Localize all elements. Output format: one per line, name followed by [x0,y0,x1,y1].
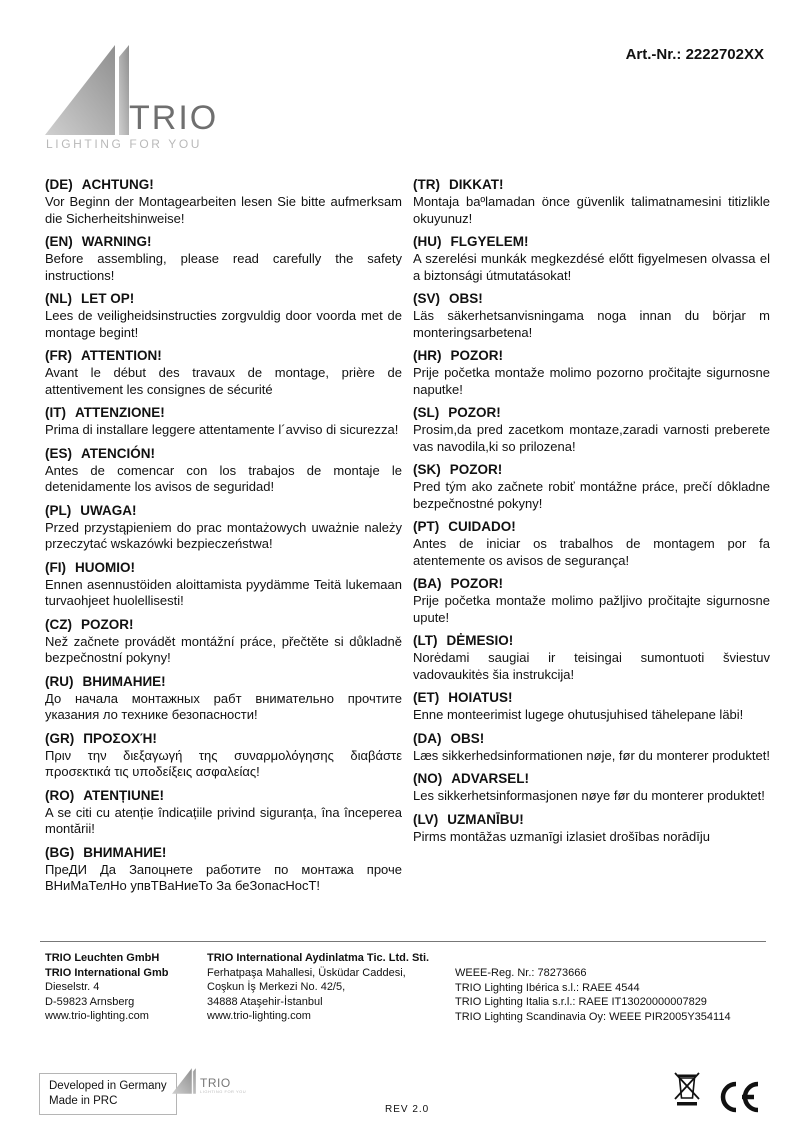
warning-text: Prije početka montaže molimo pažljivo pročitajte sigurnosne upute! [413,593,770,625]
warnings-section [45,176,770,901]
warning-block [45,290,402,341]
warning-language-code: (BG) [45,844,75,860]
warning-headline: HOIATUS! [448,690,513,705]
warning-language-code: (GR) [45,730,75,746]
warning-text: Läs säkerhetsanvisningama noga innan du börjar m monteringsarbetena! [413,308,770,340]
warning-text: Vor Beginn der Montagearbeiten lesen Sie bitte aufmerksam die Sicherheitshinweise! [45,194,402,226]
mini-trio-triangle-icon [172,1068,198,1094]
warning-title [45,502,402,519]
warning-language-code: (HR) [413,348,442,363]
warning-text: Avant le début des travaux de montage, prière de attentivement les consignes de sécurité [45,365,402,397]
warning-headline: FLGYELEM! [450,234,529,249]
warning-language-code: (HU) [413,234,442,249]
trio-triangle-icon [45,45,137,135]
warning-headline: DIKKAT! [449,177,504,192]
warning-block [413,347,770,398]
warning-title [45,347,402,364]
warning-block [45,730,402,781]
warning-title [45,787,402,804]
ce-mark-icon [714,1081,760,1113]
warning-text: Pirms montāžas uzmanīgi izlasiet drošības norādīju [413,828,710,844]
warning-block [413,461,770,512]
warning-text: Before assembling, please read carefully the safety instructions! [45,251,402,283]
warning-block [45,844,402,895]
warning-headline: ATENCIÓN! [81,445,155,461]
warning-language-code: (NO) [413,771,443,786]
warning-headline: ВНИМАНИЕ! [83,844,167,860]
footer-line: Coşkun İş Merkezi No. 42/5, [207,981,346,993]
warning-text: Norėdami saugiai ir teisingai sumontuoti šviestuv vadovaukitės šia instrukcija! [413,650,770,682]
warning-text: Læs sikkerhedsinformationen nøje, før du monterer produktet! [413,747,770,763]
origin-line-made: Made in PRC [49,1095,118,1107]
warning-language-code: (PL) [45,502,72,518]
warning-text: Ennen asennustöiden aloittamista pyydämme Teitä lukemaan turvaohjeet huolellisesti! [45,576,402,608]
footer-line: WEEE-Reg. Nr.: 78273666 [455,967,587,979]
warning-headline: ATTENZIONE! [75,405,165,420]
warning-headline: POZOR! [450,576,503,591]
warning-block [45,347,402,398]
footer-line: TRIO Lighting Scandinavia Oy: WEEE PIR2005Y354114 [455,1010,731,1023]
article-number: Art.-Nr.: 2222702XX [625,46,764,63]
warning-text: A szerelési munkák megkezdésé előtt figyelmesen olvassa el a biztonsági útmutatásokat! [413,251,770,283]
warning-block [413,176,770,227]
warning-headline: CUIDADO! [448,519,516,534]
warning-text: Pred tým ako začnete robiť montážne práce, prečí dôkladne bezpečnostné pokyny! [413,479,770,511]
warning-headline: ATTENTION! [81,348,162,363]
warning-language-code: (ET) [413,690,440,705]
footer-line: TRIO Leuchten GmbH [45,952,160,964]
logo-wordmark: TRIO [129,99,219,137]
warning-text: Prosim,da pred zacetkom montaze,zaradi varnosti preberete vas navodila,ki so prilozena! [413,422,770,454]
warning-title [45,559,402,576]
warning-headline: HUOMIO! [75,559,135,575]
warning-block [45,502,402,553]
warning-headline: POZOR! [448,405,501,420]
warning-title [413,770,770,787]
warning-block [45,176,402,227]
warning-block [45,787,402,838]
warning-block [413,575,770,626]
warning-language-code: (LT) [413,633,438,648]
warning-headline: DĖMESIO! [446,633,514,648]
warning-language-code: (SL) [413,405,440,420]
warnings-column-left [45,176,402,901]
warning-title [45,176,402,193]
warning-language-code: (DE) [45,177,73,192]
footer-line: Dieselstr. 4 [45,981,100,993]
warning-language-code: (DA) [413,730,442,746]
warning-text: ПреДИ Да Запоцнете работите по монтажа проче ВНиМаТелНо упвТВаНиеТо За беЗопасНосТ! [45,861,402,893]
warning-text: A se citi cu atenție îndicațiile privind siguranța, îna începerea montării! [45,804,402,836]
warning-headline: POZOR! [81,616,134,632]
warning-headline: ATENȚIUNE! [83,787,164,803]
warning-language-code: (SV) [413,291,440,306]
warning-headline: ВНИМАНИЕ! [82,673,166,689]
warning-headline: POZOR! [450,348,503,363]
warning-text: Przed przystąpieniem do prac montażowych uważnie należy przeczytać wskazówki bezpieczeństwa! [45,519,402,551]
warning-language-code: (LV) [413,811,439,827]
warning-block [413,689,770,724]
warning-headline: OBS! [449,291,483,306]
mini-logo-tagline: LIGHTING FOR YOU [200,1089,247,1094]
warning-block [413,770,770,805]
footer-line: www.trio-lighting.com [45,1010,149,1022]
warning-text: До начала монтажных рабт внимательно прочтите указания ло технике безопасности! [45,690,402,722]
warning-block [413,632,770,683]
warning-title [45,844,402,861]
warning-text: Antes de iniciar os trabalhos de montagem por fa atentemente os avisos de segurança! [413,536,770,568]
warning-title [45,290,402,307]
revision-label: REV 2.0 [385,1104,430,1115]
warning-title [413,689,770,706]
origin-box [39,1073,177,1115]
mini-logo-wordmark: TRIO [200,1076,231,1090]
mini-logo-text-block [200,1078,246,1094]
warning-block [413,404,770,455]
warning-block [413,290,770,341]
warning-text: Než začnete provádět montážní práce, přečtěte si důkladně bezpečnostní pokyny! [45,633,402,665]
warning-block [45,559,402,610]
warning-language-code: (FR) [45,348,72,363]
warning-headline: ΠΡΟΣΟΧΉ! [83,730,157,746]
warning-block [45,233,402,284]
warning-language-code: (RO) [45,787,75,803]
footer-column-germany [45,951,207,1024]
warning-headline: OBS! [450,730,485,746]
warning-text: Antes de comencar con los trabajos de montaje le detenidamente los avisos de seguridad! [45,462,402,494]
warning-headline: ADVARSEL! [451,771,530,786]
origin-line-developed: Developed in Germany [49,1080,167,1092]
warning-block [45,616,402,667]
warning-title [413,575,770,592]
footer-column-weee-registrations [455,951,770,1024]
warning-title [413,811,770,828]
warning-language-code: (EN) [45,234,73,249]
warning-text: Lees de veiligheidsinstructies zorgvuldig door voorda met de montage begint! [45,308,402,340]
warning-title [413,290,770,307]
warnings-column-right [413,176,770,901]
warning-block [413,730,770,765]
warning-language-code: (FI) [45,559,66,575]
warning-text: Les sikkerhetsinformasjonen nøye før du monterer produktet! [413,788,765,803]
warning-title [45,616,402,633]
footer-line: TRIO International Gmb [45,966,169,979]
warning-title [413,518,770,535]
warning-block [45,404,402,439]
warning-headline: LET OP! [81,291,135,306]
warning-block [45,445,402,496]
warning-headline: UZMANĪBU! [447,811,524,827]
trio-logo [45,45,255,157]
footer-line: Ferhatpaşa Mahallesi, Üsküdar Caddesi, [207,966,406,979]
warning-headline: ACHTUNG! [81,177,154,192]
footer-line: D-59823 Arnsberg [45,995,135,1008]
warning-title [45,404,402,421]
warning-title [45,730,402,747]
footer-line: TRIO International Aydinlatma Tic. Ltd. Sti. [207,952,430,964]
warning-text: Prima di installare leggere attentamente l´avviso di sicurezza! [45,422,399,437]
footer-line: 34888 Ataşehir-İstanbul [207,995,323,1008]
warning-language-code: (TR) [413,177,440,192]
warning-block [413,233,770,284]
warning-language-code: (PT) [413,519,440,534]
warning-text: Montaja baºlamadan önce güvenlik talimatnamesini titizlikle okuyunuz! [413,194,770,226]
warning-title [413,233,770,250]
warning-title [413,730,770,747]
warning-title [413,632,770,649]
warning-headline: WARNING! [81,234,152,249]
warning-block [413,811,770,846]
warning-language-code: (BA) [413,576,442,591]
footer-column-turkey [207,951,455,1024]
warning-text: Enne monteerimist lugege ohutusjuhised tähelepane läbi! [413,707,744,722]
warning-language-code: (ES) [45,445,72,461]
footer-address-block [45,951,770,1024]
warning-language-code: (CZ) [45,616,72,632]
warning-block [413,518,770,569]
warning-block [45,673,402,724]
footer-line: TRIO Lighting Italia s.r.l.: RAEE IT13020000007829 [455,996,707,1008]
warning-title [413,461,770,478]
warning-language-code: (IT) [45,405,66,420]
weee-crossed-bin-icon [674,1072,700,1108]
warning-headline: POZOR! [449,462,503,477]
footer-line: www.trio-lighting.com [207,1010,311,1022]
warning-language-code: (SK) [413,462,441,477]
warning-text: Prije početka montaže molimo pozorno pročitajte sigurnosne naputke! [413,365,770,397]
footer-divider [40,941,766,942]
warning-language-code: (RU) [45,673,74,689]
warning-title [45,445,402,462]
warning-title [413,176,770,193]
footer-line: TRIO Lighting Ibérica s.l.: RAEE 4544 [455,981,640,994]
logo-tagline: LIGHTING FOR YOU [46,137,203,151]
warning-headline: UWAGA! [80,502,137,518]
warning-title [45,233,402,250]
warning-text: Πριν την διεξαγωγή της συναρμολόγησης διαβάστε προσεκτικά τις υποδείξεις ασφαλείας! [45,747,402,779]
warning-title [45,673,402,690]
mini-trio-logo [172,1068,246,1094]
warning-title [413,347,770,364]
warning-language-code: (NL) [45,291,72,306]
warning-title [413,404,770,421]
